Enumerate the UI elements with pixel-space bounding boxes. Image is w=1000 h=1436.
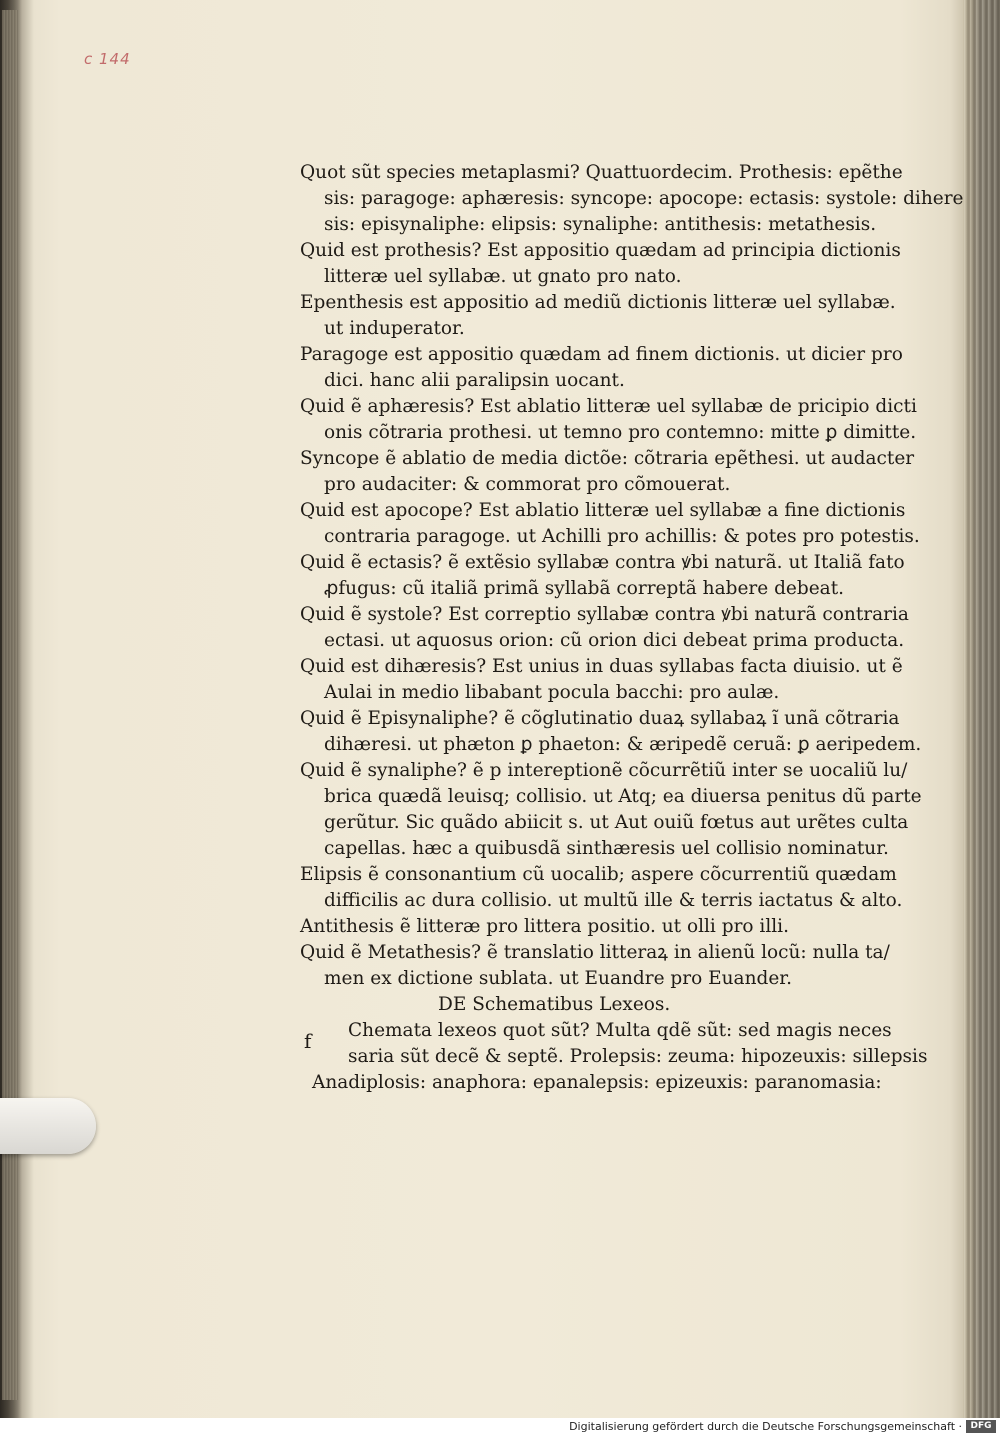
text-line: Quid ẽ Metathesis? ẽ translatio litteraꝝ in alienũ locũ: nulla ta/ bbox=[300, 942, 890, 963]
text-line: Epenthesis est appositio ad mediũ dictionis litteræ uel syllabæ. bbox=[300, 292, 896, 313]
text-line: litteræ uel syllabæ. ut gnato pro nato. bbox=[324, 266, 682, 287]
text-line: ectasi. ut aquosus orion: cũ orion dici debeat prima producta. bbox=[324, 630, 905, 651]
text-line: Aulai in medio libabant pocula bacchi: pro aulæ. bbox=[324, 682, 780, 703]
text-line: saria sũt decẽ & septẽ. Prolepsis: zeuma: hipozeuxis: sillepsis bbox=[348, 1046, 928, 1067]
page-clip bbox=[0, 1098, 96, 1154]
text-line: Chemata lexeos quot sũt? Multa qdẽ sũt: sed magis neces bbox=[348, 1020, 892, 1041]
text-line: ut induperator. bbox=[324, 318, 465, 339]
text-line: Antithesis ẽ litteræ pro littera positio. ut olli pro illi. bbox=[300, 916, 789, 937]
text-line: onis cõtraria prothesi. ut temno pro contemno: mitte ꝑ dimitte. bbox=[324, 422, 917, 443]
text-line: brica quædã leuisq; collisio. ut Atq; ea diuersa penitus dũ parte bbox=[324, 786, 922, 807]
text-line: Quid est dihæresis? Est unius in duas syllabas facta diuisio. ut ẽ bbox=[300, 656, 903, 677]
text-line: Anadiplosis: anaphora: epanalepsis: epizeuxis: paranomasia: bbox=[312, 1072, 882, 1093]
text-line: Quid ẽ aphæresis? Est ablatio litteræ uel syllabæ de pricipio dicti bbox=[300, 396, 917, 417]
text-line: men ex dictione sublata. ut Euandre pro Euander. bbox=[324, 968, 792, 989]
text-block bbox=[300, 160, 964, 1096]
text-line: Elipsis ẽ consonantium cũ uocalib; aspere cõcurrentiũ quædam bbox=[300, 864, 897, 885]
text-line: Quid ẽ Episynaliphe? ẽ cõglutinatio duaꝝ syllabaꝝ ĩ unã cõtraria bbox=[300, 708, 900, 729]
text-line: contraria paragoge. ut Achilli pro achillis: & potes pro potestis. bbox=[324, 526, 920, 547]
page-edges-left bbox=[2, 10, 18, 1400]
text-line: Quid ẽ synaliphe? ẽ p intereptionẽ cõcurrẽtiũ inter se uocaliũ lu/ bbox=[300, 760, 908, 781]
text-line: Syncope ẽ ablatio de media dictõe: cõtraria epẽthesi. ut audacter bbox=[300, 448, 915, 469]
text-line: capellas. hæc a quibusdã sinthæresis uel collisio nominatur. bbox=[324, 838, 889, 859]
text-line: Quot sũt species metaplasmi? Quattuordecim. Prothesis: epẽthe bbox=[300, 162, 903, 183]
text-line: pro audaciter: & commorat pro cõmouerat. bbox=[324, 474, 731, 495]
text-line: Quid ẽ systole? Est correptio syllabæ contra ꝟbi naturã contraria bbox=[300, 604, 909, 625]
paragraph-mark: f bbox=[304, 1029, 312, 1053]
text-line: dici. hanc alii paralipsin uocant. bbox=[324, 370, 625, 391]
text-line: sis: paragoge: aphæresis: syncope: apocope: ectasis: systole: dihere bbox=[324, 188, 964, 209]
page-edges-right bbox=[964, 0, 1000, 1418]
text-line: Quid ẽ ectasis? ẽ extẽsio syllabæ contra ꝟbi naturã. ut Italiã fato bbox=[300, 552, 905, 573]
footer-credit: Digitalisierung gefördert durch die Deutsche Forschungsgemeinschaft · bbox=[569, 1420, 962, 1433]
text-line: Quid est prothesis? Est appositio quædam ad principia dictionis bbox=[300, 240, 901, 261]
text-line: difficilis ac dura collisio. ut multũ ille & terris iactatus & alto. bbox=[324, 890, 903, 911]
text-line: ꝓfugus: cũ italiã primã syllabã correptã habere debeat. bbox=[324, 578, 845, 599]
text-line: Quid est apocope? Est ablatio litteræ uel syllabæ a fine dictionis bbox=[300, 500, 906, 521]
section-heading: DE Schematibus Lexeos. bbox=[438, 994, 671, 1015]
text-line: Paragoge est appositio quædam ad finem dictionis. ut dicier pro bbox=[300, 344, 903, 365]
dfg-logo: DFG bbox=[966, 1420, 996, 1433]
text-line: gerũtur. Sic quãdo abiicit s. ut Aut ouiũ fœtus aut urẽtes culta bbox=[324, 812, 909, 833]
shelfmark: c 144 bbox=[84, 50, 131, 68]
text-line: sis: episynaliphe: elipsis: synaliphe: antithesis: metathesis. bbox=[324, 214, 877, 235]
text-line: dihæresi. ut phæton ꝑ phaeton: & æripedẽ ceruã: ꝑ aeripedem. bbox=[324, 734, 922, 755]
